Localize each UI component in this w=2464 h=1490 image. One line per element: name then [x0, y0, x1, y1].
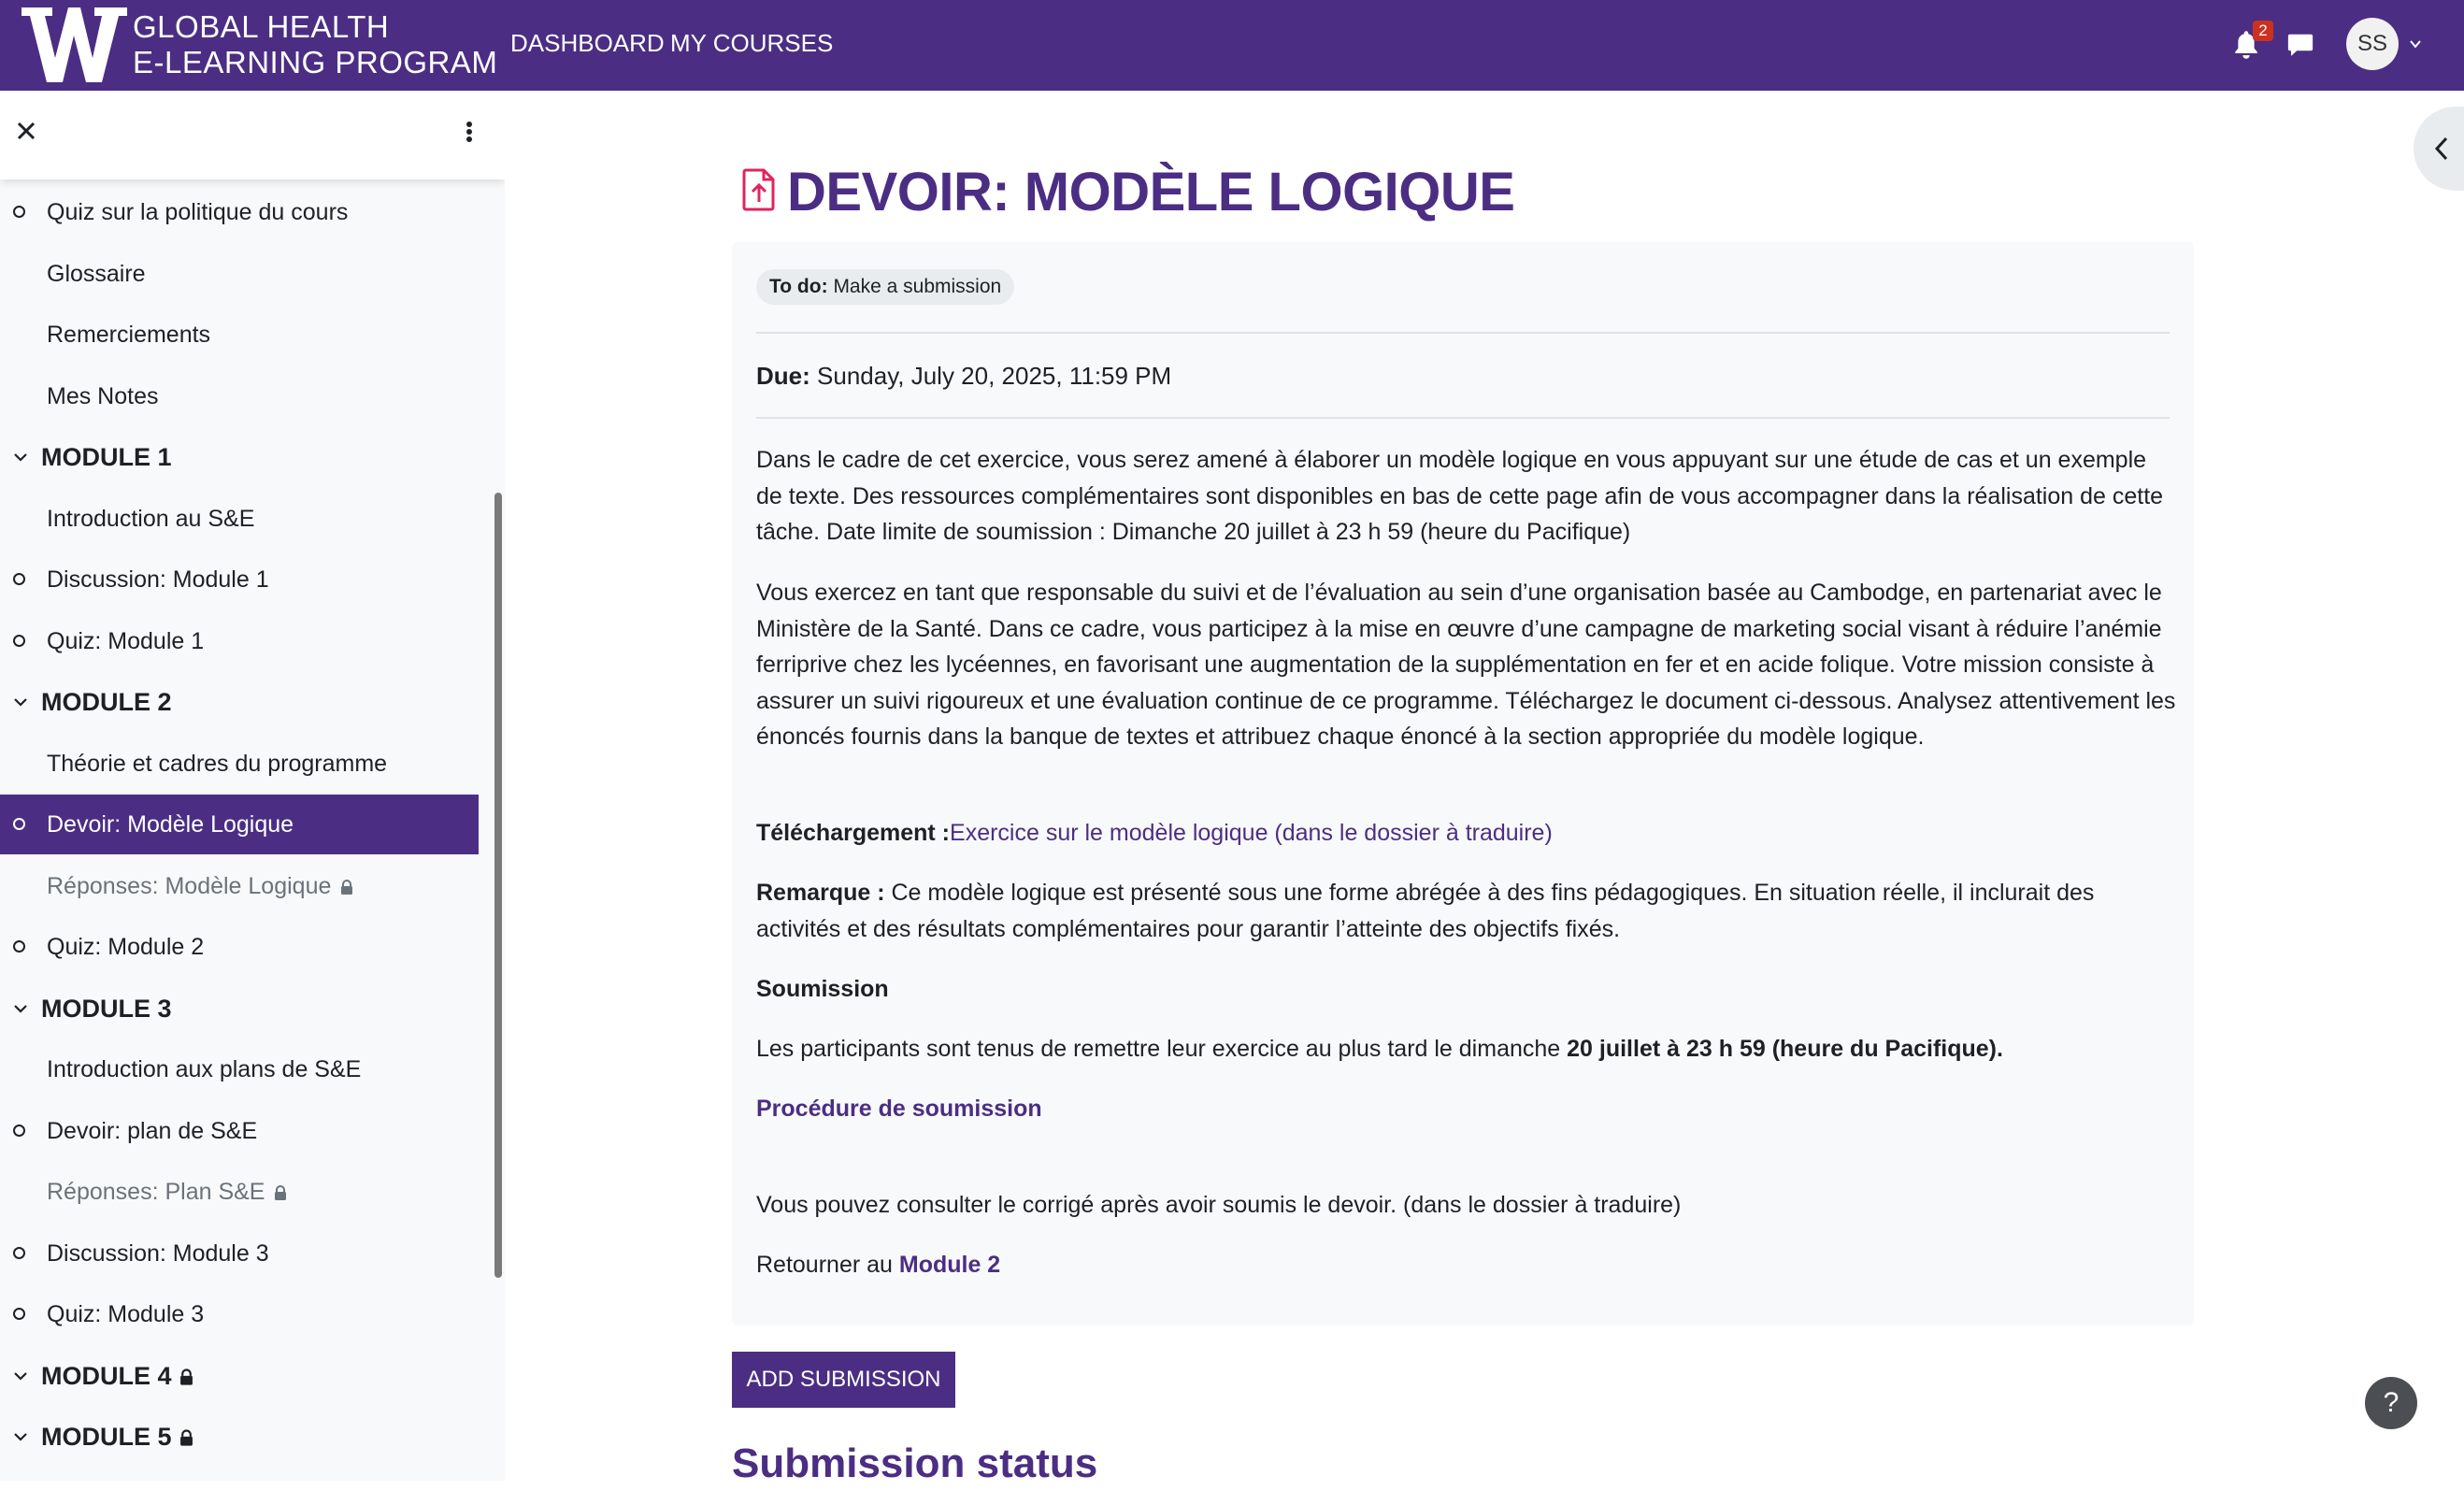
section-label — [41, 672, 172, 732]
course-item-label-text: Quiz: Module 2 — [47, 934, 205, 960]
add-submission-button[interactable]: ADD SUBMISSION — [732, 1352, 955, 1408]
open-block-drawer-button[interactable] — [2414, 107, 2464, 191]
chevron-left-icon — [2433, 135, 2450, 163]
course-item[interactable] — [0, 1101, 479, 1161]
due-value: Sunday, July 20, 2025, 11:59 PM — [817, 362, 1172, 390]
course-item-label-text: Réponses: Plan S&E — [47, 1179, 265, 1205]
course-item-label — [47, 734, 387, 794]
procedure-link[interactable]: Procédure de soumission — [756, 1096, 1042, 1122]
course-item-label-text: Devoir: Modèle Logique — [47, 811, 294, 838]
course-item[interactable] — [0, 366, 479, 426]
completion-circle-icon — [13, 206, 25, 218]
user-avatar[interactable]: SS — [2346, 18, 2399, 70]
course-item-label-text: Quiz sur la politique du cours — [47, 199, 349, 225]
course-item-label — [47, 244, 146, 304]
course-item[interactable] — [0, 734, 479, 794]
course-item-label-text: Réponses: Modèle Logique — [47, 872, 332, 899]
return-line — [756, 1247, 2177, 1283]
course-item[interactable] — [0, 1162, 479, 1222]
course-item[interactable] — [0, 550, 479, 609]
course-item-label-text: Quiz: Module 1 — [47, 627, 205, 654]
close-icon[interactable] — [15, 120, 37, 142]
course-item[interactable] — [0, 1224, 479, 1283]
course-item-label — [47, 611, 204, 671]
chevron-down-icon[interactable] — [13, 696, 28, 708]
course-item-label-text: Quiz: Module 3 — [47, 1301, 205, 1327]
completion-circle-icon — [13, 818, 25, 830]
completion-circle-icon — [13, 1125, 25, 1137]
completion-circle-icon — [13, 1247, 25, 1259]
scenario-paragraph: Vous exercez en tant que responsable du suivi et de l’évaluation au sein d’une organisation basée au Cambodge, en partenariat avec le Ministère de la Santé. Dans ce cadre, vous participez à la mise en œuvre d’une campagne de marketing social visant à réduire l’anémie ferriprive chez les lycéennes, en favorisant une augmentation de la supplémentation en fer et en acide folique. Votre mission consiste à assurer un suivi rigoureux et une évaluation continue de ce programme. Téléchargez le document ci-dessous. Analysez attentivement les énoncés fournis dans la banque de textes et attribuez chaque énoncé à la section appropriée du modèle logique. — [756, 580, 2176, 750]
chevron-down-icon[interactable] — [2408, 37, 2423, 50]
page-title: DEVOIR: MODÈLE LOGIQUE — [787, 162, 1515, 222]
notification-count-badge: 2 — [2253, 21, 2273, 41]
course-item-label — [47, 1162, 287, 1222]
nav-dashboard-link[interactable]: DASHBOARD — [510, 29, 665, 57]
chevron-down-icon[interactable] — [13, 1370, 28, 1382]
completion-circle-icon — [13, 573, 25, 585]
chevron-down-icon[interactable] — [13, 1431, 28, 1442]
section-label — [41, 1407, 193, 1467]
due-date — [756, 360, 1171, 392]
section-label-text: MODULE 2 — [41, 688, 172, 716]
completion-circle-icon — [13, 635, 25, 647]
course-item-label — [47, 366, 158, 426]
course-item-label-text: Théorie et cadres du programme — [47, 750, 388, 777]
course-item-label — [47, 1101, 257, 1161]
course-item-label — [47, 795, 294, 854]
todo-label: To do: — [769, 276, 828, 297]
course-item-label-text: Mes Notes — [47, 382, 159, 409]
course-item-label — [47, 1284, 204, 1344]
university-w-logo[interactable] — [9, 4, 127, 86]
course-item[interactable] — [0, 611, 479, 671]
course-section-14[interactable] — [0, 979, 479, 1039]
course-item-label-text: Discussion: Module 3 — [47, 1239, 269, 1267]
course-item[interactable] — [0, 489, 479, 549]
course-item-label-text: Devoir: plan de S&E — [47, 1117, 258, 1144]
course-item[interactable] — [0, 856, 479, 916]
course-item-label — [47, 182, 348, 242]
course-item-label — [47, 305, 210, 365]
course-item-label-text: Introduction aux plans de S&E — [47, 1056, 362, 1082]
todo-badge — [756, 269, 1014, 305]
course-item[interactable] — [0, 1284, 479, 1344]
drawer-header — [0, 91, 505, 179]
course-section-21[interactable] — [0, 1407, 479, 1467]
completion-circle-icon — [13, 940, 25, 953]
drawer-scrollbar-thumb[interactable] — [494, 493, 502, 1278]
section-label — [41, 427, 172, 487]
course-item-label — [47, 856, 353, 916]
section-label-text: MODULE 4 — [41, 1361, 172, 1390]
todo-text: Make a submission — [833, 276, 1002, 297]
assignment-description-card — [732, 242, 2194, 1325]
course-section-20[interactable] — [0, 1346, 479, 1406]
section-label-text: MODULE 1 — [41, 443, 172, 471]
submission-text: Les participants sont tenus de remettre leur exercice au plus tard le dimanche — [756, 1036, 1568, 1062]
course-item[interactable] — [0, 182, 479, 242]
section-label-text: MODULE 5 — [41, 1423, 172, 1451]
course-item-label-text: Remerciements — [47, 322, 211, 348]
divider — [756, 332, 2170, 334]
return-module-link[interactable]: Module 2 — [898, 1252, 1001, 1278]
course-item-label — [47, 917, 204, 977]
remark-label: Remarque : — [756, 880, 885, 906]
lock-icon — [179, 1429, 193, 1446]
remark-text: Ce modèle logique est présenté sous une forme abrégée à des fins pédagogiques. En situation réelle, il inclurait des activités et des résultats complémentaires pour garantir l’atteinte des objectifs fixés. — [756, 880, 2095, 942]
intro-paragraph: Dans le cadre de cet exercice, vous serez amené à élaborer un modèle logique en vous appuyant sur une étude de cas et un exemple de texte. Des ressources complémentaires sont disponibles en bas de cette page afin de vous accompagner dans la réalisation de cette tâche. Date limite de soumission : Dimanche 20 juillet à 23 h 59 (heure du Pacifique) — [756, 447, 2164, 545]
brand-line-2: E-LEARNING PROGRAM — [133, 45, 498, 79]
course-index-drawer — [0, 91, 505, 1481]
chevron-down-icon[interactable] — [13, 1003, 28, 1014]
course-item-current[interactable] — [0, 795, 479, 854]
download-line — [756, 815, 2177, 852]
completion-circle-icon — [13, 1308, 25, 1320]
answer-note: Vous pouvez consulter le corrigé après avoir soumis le devoir. (dans le dossier à traduire) — [756, 1192, 1682, 1218]
course-section-9[interactable] — [0, 672, 479, 732]
course-item[interactable] — [0, 244, 479, 304]
top-navbar — [0, 0, 2464, 91]
program-brand[interactable] — [133, 9, 497, 80]
chevron-down-icon[interactable] — [13, 451, 28, 463]
return-text: Retourner au — [756, 1252, 899, 1278]
submission-status-heading: Submission status — [732, 1440, 1098, 1486]
divider — [756, 417, 2170, 419]
course-item-label — [47, 550, 269, 609]
course-item-label-text: Introduction au S&E — [47, 505, 255, 532]
course-item[interactable] — [0, 305, 479, 365]
course-item-label — [47, 489, 254, 549]
nav-my-courses-link[interactable]: MY COURSES — [670, 29, 834, 57]
course-item-label-text: Glossaire — [47, 260, 146, 287]
procedure-line — [756, 1091, 2177, 1127]
due-label: Due: — [756, 362, 810, 390]
course-section-5[interactable] — [0, 427, 479, 487]
submission-heading-text: Soumission — [756, 976, 889, 1002]
download-link[interactable]: Exercice sur le modèle logique (dans le dossier à traduire) — [950, 820, 1553, 846]
help-button[interactable]: ? — [2365, 1377, 2417, 1429]
remark-paragraph — [756, 875, 2177, 947]
assignment-upload-icon — [742, 168, 776, 211]
course-item[interactable] — [0, 917, 479, 977]
section-label — [41, 979, 172, 1039]
submission-paragraph — [756, 1031, 2177, 1067]
course-item-label-text: Discussion: Module 1 — [47, 566, 269, 593]
brand-line-1: GLOBAL HEALTH — [133, 9, 390, 44]
submission-heading — [756, 971, 2177, 1008]
lock-icon — [340, 880, 353, 895]
course-item-label — [47, 1224, 269, 1283]
more-options-icon[interactable] — [460, 118, 479, 146]
section-label — [41, 1346, 193, 1406]
submission-deadline: 20 juillet à 23 h 59 (heure du Pacifique). — [1567, 1036, 2003, 1062]
chat-icon[interactable] — [2286, 31, 2314, 59]
section-label-text: MODULE 3 — [41, 994, 172, 1023]
download-label: Téléchargement : — [756, 820, 951, 846]
lock-icon — [179, 1368, 193, 1385]
lock-icon — [274, 1185, 287, 1200]
course-item-label — [47, 1039, 361, 1099]
course-item[interactable] — [0, 1039, 479, 1099]
